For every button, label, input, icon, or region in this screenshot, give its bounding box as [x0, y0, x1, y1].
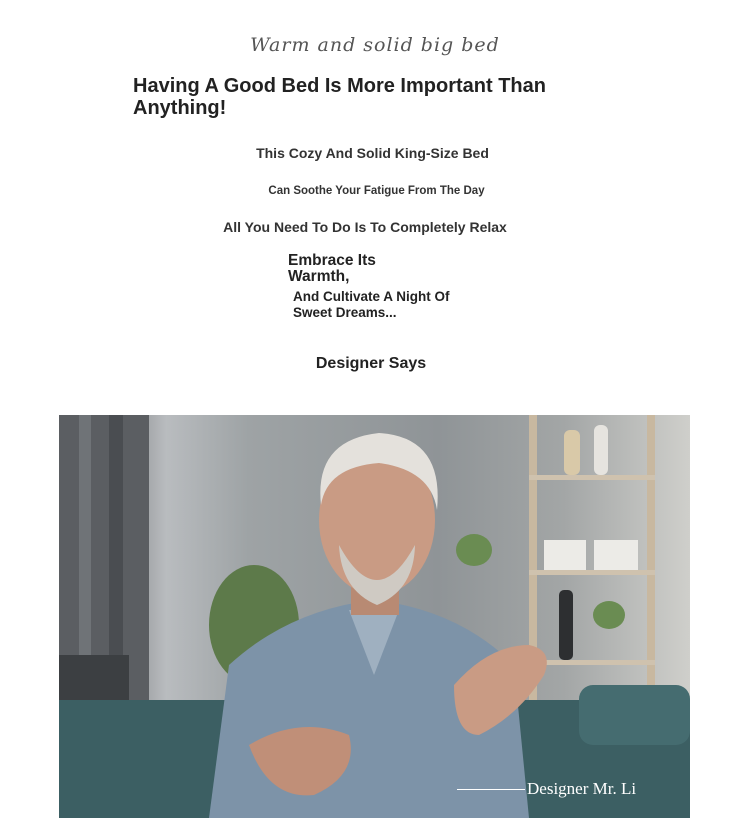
- copy-line-dreams: And Cultivate A Night Of Sweet Dreams...: [293, 289, 450, 320]
- copy-line-bed: This Cozy And Solid King-Size Bed: [256, 145, 489, 161]
- caption-divider: [457, 789, 525, 790]
- photo-caption: Designer Mr. Li: [527, 779, 637, 798]
- headline: Having A Good Bed Is More Important Than Anything!: [133, 75, 546, 119]
- designer-photo: [59, 415, 690, 818]
- designer-says-heading: Designer Says: [315, 355, 427, 372]
- copy-line-embrace: Embrace Its Warmth,: [288, 252, 376, 285]
- copy-line-relax: All You Need To Do Is To Completely Relax: [223, 219, 507, 235]
- script-title: Warm and solid big bed: [250, 34, 500, 56]
- copy-line-fatigue: Can Soothe Your Fatigue From The Day: [268, 185, 485, 197]
